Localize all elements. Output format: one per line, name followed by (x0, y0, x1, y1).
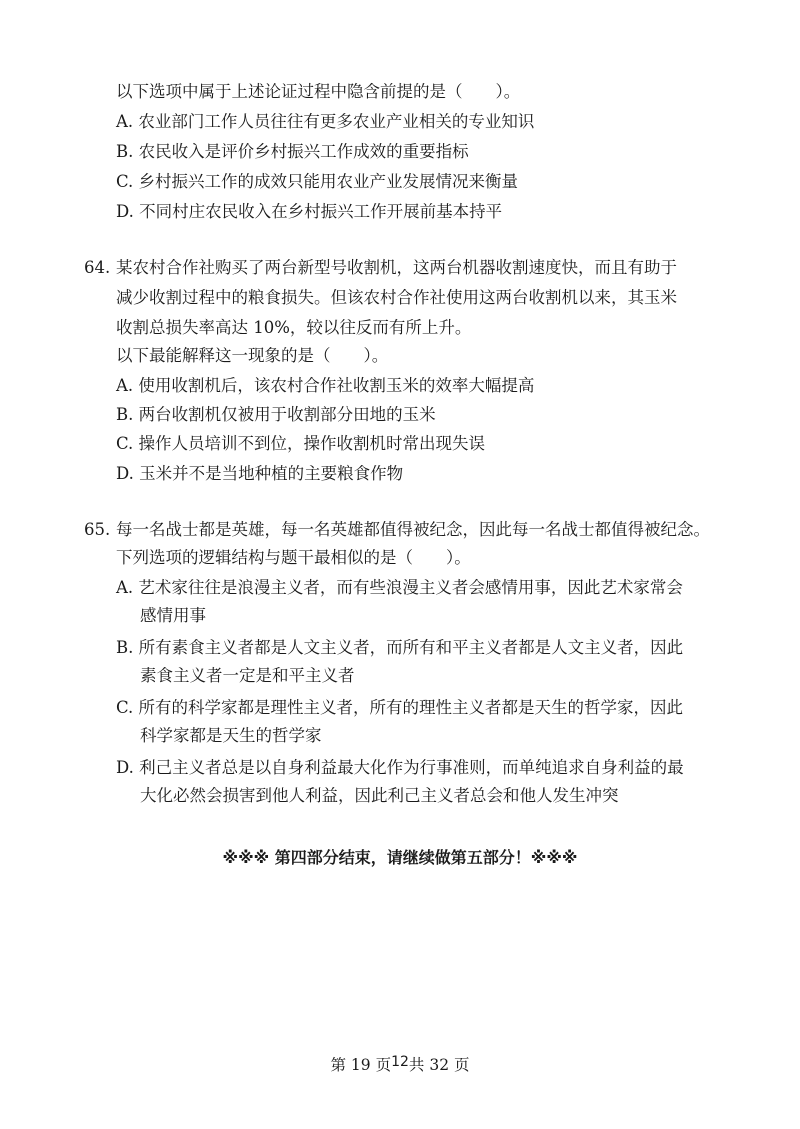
q65-stem-line: 每一名战士都是英雄，每一名英雄都值得被纪念，因此每一名战士都值得被纪念。 (116, 520, 710, 539)
q64-option-b: B. 两台收割机仅被用于收割部分田地的玉米 (116, 405, 436, 424)
q63-option-b: B. 农民收入是评价乡村振兴工作成效的重要指标 (116, 142, 469, 161)
q63-prompt: 以下选项中属于上述论证过程中隐含前提的是（ ）。 (116, 82, 521, 101)
q64-option-c: C. 操作人员培训不到位，操作收割机时常出现失误 (116, 434, 486, 453)
q64-stem-line: 减少收割过程中的粮食损失。但该农村合作社使用这两台收割机以来，其玉米 (116, 288, 677, 307)
q64-prompt: 以下最能解释这一现象的是（ ）。 (116, 346, 389, 365)
q65-option-d: D. 利己主义者总是以自身利益最大化作为行事准则，而单纯追求自身利益的最 (116, 758, 684, 777)
q65-option-a: A. 艺术家往往是浪漫主义者，而有些浪漫主义者会感情用事，因此艺术家常会 (116, 578, 683, 597)
section-end-banner: ※※※ 第四部分结束，请继续做第五部分！※※※ (222, 848, 578, 867)
q64-option-d: D. 玉米并不是当地种植的主要粮食作物 (116, 464, 404, 483)
q65-option-d-cont: 大化必然会损害到他人利益，因此利己主义者总会和他人发生冲突 (140, 786, 619, 805)
q64-number: 64. (84, 258, 111, 277)
q64-stem-line: 某农村合作社购买了两台新型号收割机，这两台机器收割速度快，而且有助于 (116, 258, 677, 277)
q65-option-c: C. 所有的科学家都是理性主义者，所有的理性主义者都是天生的哲学家，因此 (116, 698, 684, 717)
q64-stem-line: 收割总损失率高达 10%，较以往反而有所上升。 (116, 318, 472, 337)
q65-option-b-cont: 素食主义者一定是和平主义者 (140, 666, 355, 685)
footer-page-current: 第 19 页 (330, 1056, 392, 1074)
footer-page-total: 共 32 页 (408, 1056, 470, 1074)
q63-option-c: C. 乡村振兴工作的成效只能用农业产业发展情况来衡量 (116, 172, 519, 191)
q65-option-c-cont: 科学家都是天生的哲学家 (140, 726, 322, 745)
q64-option-a: A. 使用收割机后，该农村合作社收割玉米的效率大幅提高 (116, 376, 535, 395)
q65-option-a-cont: 感情用事 (140, 606, 206, 625)
q63-option-a: A. 农业部门工作人员往往有更多农业产业相关的专业知识 (116, 112, 535, 131)
q65-number: 65. (84, 520, 111, 539)
page-footer (0, 1054, 800, 1077)
q65-option-b: B. 所有素食主义者都是人文主义者，而所有和平主义者都是人文主义者，因此 (116, 638, 684, 657)
q65-prompt: 下列选项的逻辑结构与题干最相似的是（ ）。 (116, 548, 471, 567)
footer-page-stamp: 12 (391, 1054, 409, 1070)
q63-option-d: D. 不同村庄农民收入在乡村振兴工作开展前基本持平 (116, 202, 503, 221)
